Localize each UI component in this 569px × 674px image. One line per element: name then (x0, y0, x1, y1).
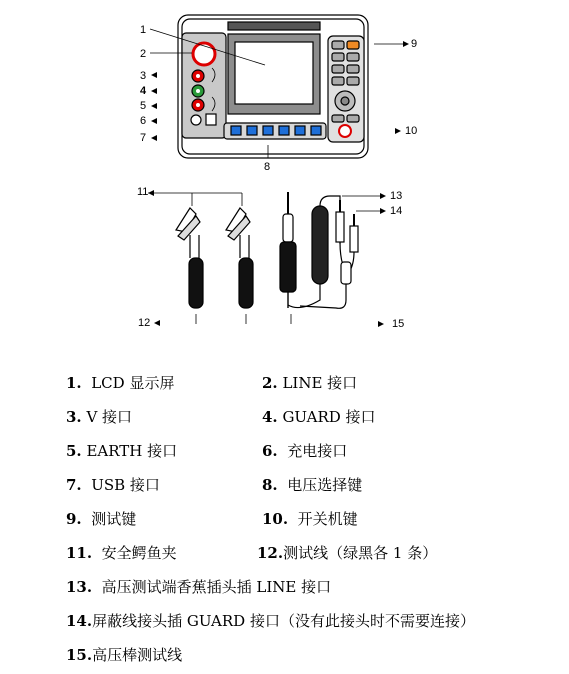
legend-text: 安全鳄鱼夹 (101, 544, 177, 562)
legend-num: 2. (262, 374, 278, 392)
callout-8: 8 (264, 161, 271, 173)
legend-num: 6. (262, 442, 278, 460)
legend-item-15 (66, 646, 182, 664)
legend-num: 13. (66, 578, 93, 596)
legend-item-2 (262, 374, 357, 392)
callout-6: 6 (140, 115, 147, 127)
legend-num: 10. (262, 510, 289, 528)
banana-plug (336, 212, 344, 242)
legend-item-6 (262, 442, 347, 460)
legend-item-7 (66, 476, 160, 494)
callout-15: 15 (392, 318, 405, 330)
legend-item-3 (66, 408, 132, 426)
callout-13: 13 (390, 190, 403, 202)
legend-item-5 (66, 442, 177, 460)
legend-num: 14. (66, 612, 93, 630)
legend-num: 7. (66, 476, 82, 494)
callout-5: 5 (140, 100, 147, 112)
legend-num: 1. (66, 374, 82, 392)
legend-text: USB 接口 (91, 476, 160, 494)
guard-plug (350, 226, 358, 252)
legend-item-8 (262, 476, 362, 494)
legend-num: 5. (66, 442, 82, 460)
legend-num: 4. (262, 408, 278, 426)
legend-text: 高压测试端香蕉插头插 LINE 接口 (101, 578, 332, 596)
legend-item-4 (262, 408, 376, 426)
legend-item-9 (66, 510, 136, 528)
legend-text: 高压棒测试线 (92, 646, 183, 664)
legend-text: 测试线（绿黑各 1 条） (283, 544, 438, 562)
callout-4: 4 (140, 85, 147, 97)
test-key (347, 41, 359, 49)
legend-text: LINE 接口 (282, 374, 358, 392)
callout-1: 1 (140, 24, 147, 36)
power-key (339, 125, 351, 137)
legend-item-13 (66, 578, 331, 596)
coiled-cable (312, 206, 328, 284)
legend-num: 8. (262, 476, 278, 494)
usb-port (206, 114, 216, 125)
legend-num: 12. (257, 544, 284, 562)
legend-text: LCD 显示屏 (91, 374, 175, 392)
legend-text: 充电接口 (287, 442, 348, 460)
legend-text: 测试键 (91, 510, 137, 528)
legend-text: GUARD 接口 (282, 408, 376, 426)
callout-12: 12 (138, 317, 151, 329)
legend-item-10 (262, 510, 358, 528)
charge-port (191, 115, 201, 125)
legend-item-12 (257, 544, 437, 562)
legend-text: EARTH 接口 (86, 442, 178, 460)
callout-2: 2 (140, 48, 147, 60)
lcd-screen (235, 42, 313, 104)
legend-num: 3. (66, 408, 82, 426)
legend-text: 电压选择键 (287, 476, 363, 494)
callout-10: 10 (405, 125, 418, 137)
callout-14: 14 (390, 205, 403, 217)
callout-3: 3 (140, 70, 147, 82)
legend-num: 9. (66, 510, 82, 528)
callout-9: 9 (411, 38, 418, 50)
legend-num: 15. (66, 646, 93, 664)
legend-text: V 接口 (86, 408, 133, 426)
callout-11: 11 (137, 186, 149, 198)
legend-num: 11. (66, 544, 93, 562)
legend-text: 屏蔽线接头插 GUARD 接口（没有此接头时不需要连接） (92, 612, 475, 630)
legend-item-14 (66, 612, 475, 630)
legend-text: 开关机键 (297, 510, 358, 528)
callout-7: 7 (140, 132, 147, 144)
legend-item-1 (66, 374, 174, 392)
legend-item-11 (66, 544, 177, 562)
